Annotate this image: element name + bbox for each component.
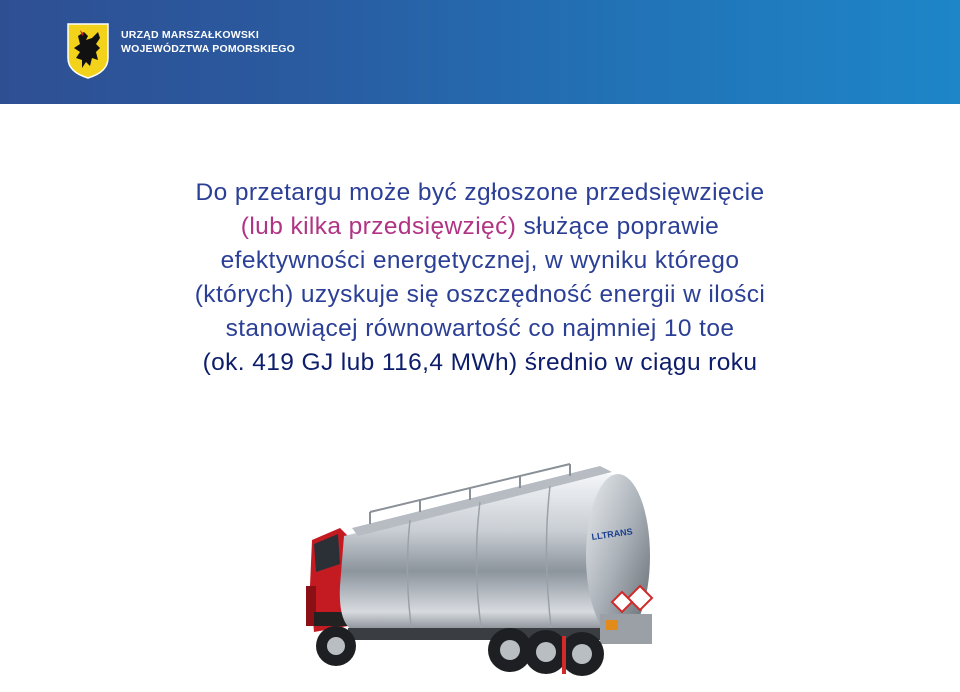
org-name-line1: URZĄD MARSZAŁKOWSKI — [121, 29, 259, 41]
statement-line-4: (których) uzyskuje się oszczędność energii w ilości — [194, 281, 766, 308]
statement-line-2 — [60, 210, 900, 244]
statement-line-2-rest: służące poprawie — [516, 213, 720, 240]
header-banner — [0, 0, 960, 104]
tanker-truck-image — [300, 436, 680, 688]
statement-line-6: (ok. 419 GJ lub 116,4 MWh) średnio w ciągu roku — [202, 349, 758, 376]
statement-highlight: (lub kilka przedsięwzięć) — [240, 213, 517, 240]
griffin-crest-icon — [66, 22, 110, 80]
statement-line-3: efektywności energetycznej, w wyniku którego — [220, 247, 740, 274]
main-statement — [60, 176, 900, 380]
org-name-line2: WOJEWÓDZTWA POMORSKIEGO — [121, 43, 295, 55]
statement-line-5: stanowiącej równowartość co najmniej 10 toe — [225, 315, 735, 342]
svg-text:LLTRANS: LLTRANS — [590, 526, 634, 542]
statement-line-1: Do przetargu może być zgłoszone przedsięwzięcie — [195, 179, 765, 206]
organization-name — [121, 28, 295, 56]
